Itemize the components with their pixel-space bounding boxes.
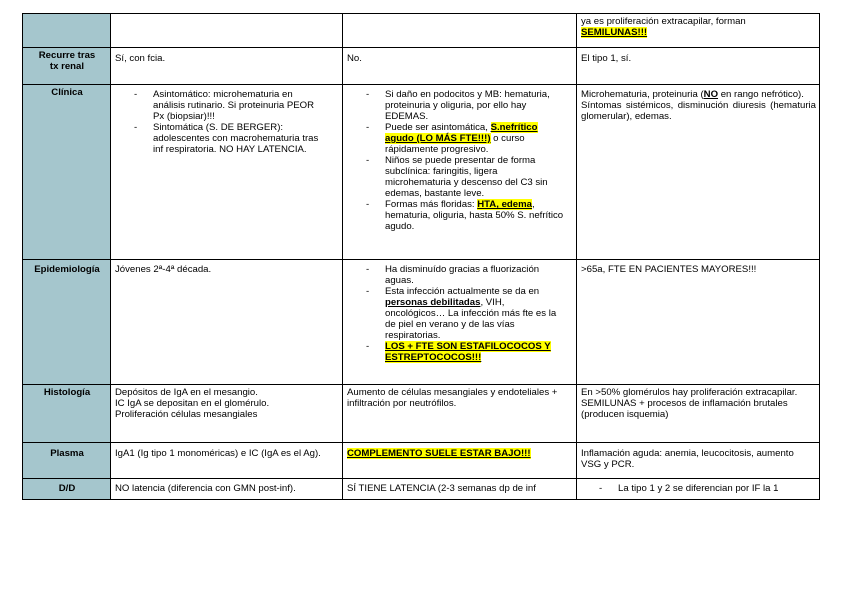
continuation-text: ya es proliferación extracapilar, forman — [581, 16, 746, 27]
epidemiologia-c1: Jóvenes 2ª-4ª década. — [111, 260, 343, 385]
row-histologia — [23, 385, 820, 443]
row-label-clinica: Clínica — [23, 85, 111, 260]
histologia-c3-line1: En >50% glomérulos hay proliferación extracapilar. — [581, 387, 798, 398]
histologia-c1-line: Depósitos de IgA en el mesangio. — [115, 387, 258, 398]
row-label-dd: D/D — [23, 479, 111, 500]
row-label-epidemiologia: Epidemiología — [23, 260, 111, 385]
row-label-recurre — [23, 48, 111, 85]
list-item: - La tipo 1 y 2 se diferencian por IF la 1 — [618, 483, 816, 494]
clinica-c3-line2: Síntomas sistémicos, disminución diuresis (hematuria glomerular), edemas. — [581, 100, 816, 122]
hta-edema-highlight: HTA, edema — [477, 199, 532, 210]
clinica-c2-item4-post: , hematuria, oliguria, hasta 50% S. nefrítico agudo. — [385, 199, 564, 232]
estafilococos-highlight: LOS + FTE SON ESTAFILOCOCOS Y ESTREPTOCOCOS!!! — [385, 341, 551, 363]
list-item: - Sintomática (S. DE BERGER): adolescentes con macrohematuria tras inf respiratoria. NO HAY LATENCIA. — [153, 122, 325, 155]
histologia-c1-line: IC IgA se depositan en el glomérulo. — [115, 398, 270, 409]
row-label-plasma: Plasma — [23, 443, 111, 479]
histologia-c3-line2: SEMILUNAS + procesos de inflamación brutales (producen isquemia) — [581, 398, 788, 420]
clinica-c1 — [111, 85, 343, 260]
recurre-c2: No. — [343, 48, 577, 85]
clinica-c2-item4-pre: Formas más floridas: — [385, 199, 478, 210]
clinica-c3 — [577, 85, 820, 260]
row-continuation — [23, 14, 820, 48]
row-clinica — [23, 85, 820, 260]
clinica-c2-item2-pre: Puede ser asintomática, — [385, 122, 491, 133]
recurre-c3: El tipo 1, sí. — [577, 48, 820, 85]
epidemiologia-c2 — [343, 260, 577, 385]
personas-debilitadas: personas debilitadas — [385, 297, 481, 308]
plasma-c1: IgA1 (Ig tipo 1 monoméricas) e IC (IgA es el Ag). — [111, 443, 343, 479]
list-item: - Si daño en podocitos y MB: hematuria, proteinuria y oliguria, por ello hay EDEMAS. — [385, 89, 565, 122]
epidemiologia-c3: >65a, FTE EN PACIENTES MAYORES!!! — [577, 260, 820, 385]
cell-continuation-c3 — [577, 14, 820, 48]
comparison-table — [22, 13, 820, 500]
list-item — [385, 341, 565, 363]
clinica-c1-list — [115, 89, 339, 155]
clinica-c2 — [343, 85, 577, 260]
dd-c2: SÍ TIENE LATENCIA (2-3 semanas dp de inf — [343, 479, 577, 500]
clinica-c3-no: NO — [703, 89, 719, 100]
list-item: - Niños se puede presentar de forma subclínica: faringitis, ligera microhematuria y descenso del C3 sin edemas, bastante leve. — [385, 155, 565, 199]
cell-empty-1 — [111, 14, 343, 48]
row-plasma — [23, 443, 820, 479]
clinica-c2-item2-post: o curso rápidamente progresivo. — [385, 133, 525, 155]
dd-c1: NO latencia (diferencia con GMN post-inf). — [111, 479, 343, 500]
list-item — [385, 199, 565, 232]
plasma-c3: Inflamación aguda: anemia, leucocitosis, aumento VSG y PCR. — [577, 443, 820, 479]
clinica-c3-post: en rango nefrótico). — [718, 89, 804, 100]
row-label-empty — [23, 14, 111, 48]
histologia-c1-line: Proliferación células mesangiales — [115, 409, 258, 420]
epidemiologia-c2-list — [347, 264, 573, 363]
row-dd — [23, 479, 820, 500]
clinica-c3-pre: Microhematuria, proteinuria ( — [581, 89, 704, 100]
plasma-c2 — [343, 443, 577, 479]
semilunas-highlight: SEMILUNAS!!! — [581, 27, 648, 38]
dd-c3 — [577, 479, 820, 500]
row-label-histologia: Histología — [23, 385, 111, 443]
epi-c2-item2-post: , VIH, oncológicos… La infección más fte es la de piel en verano y de las vías respiratorias. — [385, 297, 557, 341]
row-epidemiologia — [23, 260, 820, 385]
clinica-c2-list — [347, 89, 573, 232]
recurre-c1: Sí, con fcia. — [111, 48, 343, 85]
histologia-c1 — [111, 385, 343, 443]
histologia-c3 — [577, 385, 820, 443]
nefritico-highlight: S.nefrítico agudo (LO MÁS FTE!!!) — [385, 122, 538, 144]
row-recurre — [23, 48, 820, 85]
list-item: - Asintomático: microhematuria en análisis rutinario. Si proteinuria PEOR Px (biopsiar)!!! — [153, 89, 325, 122]
recurre-label-line1: Recurre tras — [38, 50, 96, 61]
complemento-highlight: COMPLEMENTO SUELE ESTAR BAJO!!! — [347, 448, 531, 459]
recurre-label-line2: tx renal — [49, 61, 85, 72]
list-item — [385, 122, 565, 155]
dd-c3-list — [581, 483, 816, 494]
epi-c2-item2-pre: Esta infección actualmente se da en — [385, 286, 540, 297]
histologia-c2: Aumento de células mesangiales y endoteliales + infiltración por neutrófilos. — [343, 385, 577, 443]
list-item: - Ha disminuído gracias a fluorización aguas. — [385, 264, 565, 286]
cell-empty-2 — [343, 14, 577, 48]
list-item — [385, 286, 565, 341]
